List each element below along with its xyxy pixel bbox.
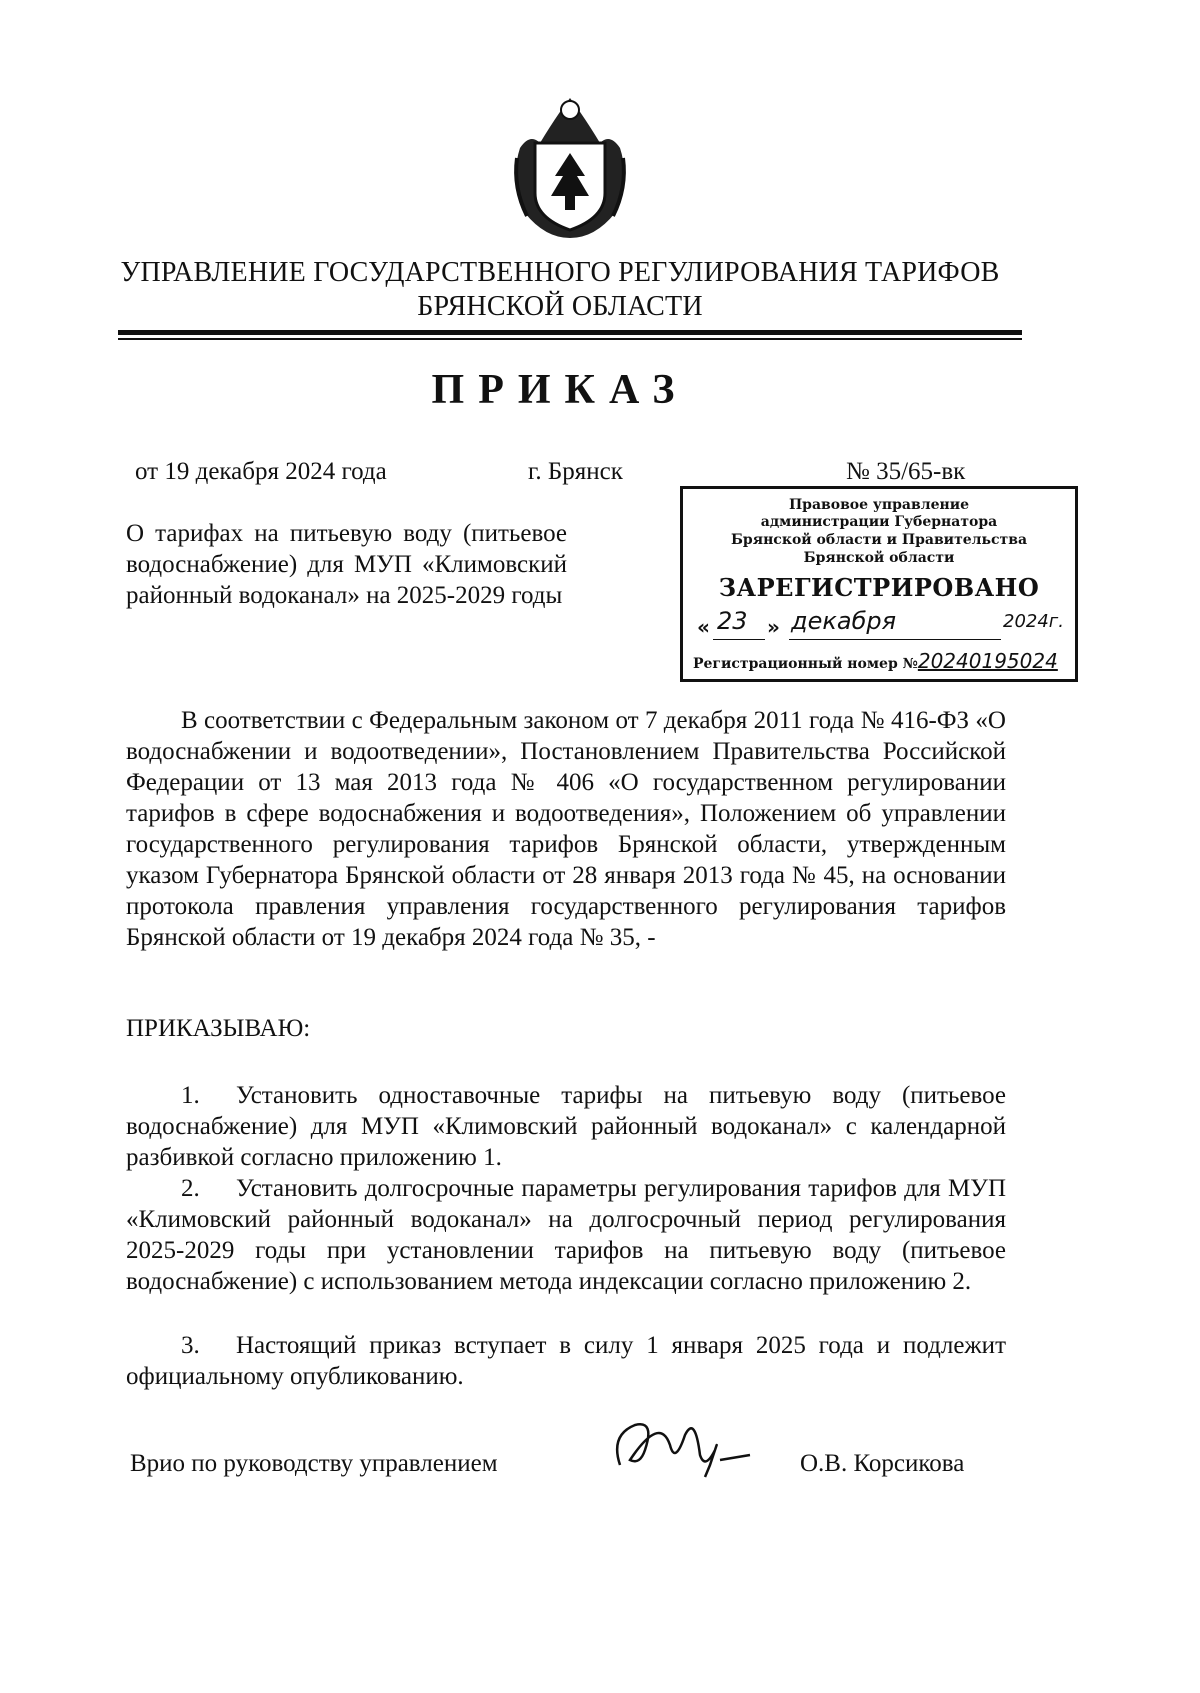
document-city: г. Брянск [528, 458, 623, 485]
preamble-paragraph: В соответствии с Федеральным законом от 7 декабря 2011 года № 416-ФЗ «О водоснабжении и водоотведении», Постановлением Правительства Российской Федерации от 13 мая 2013 года № 406 «О государственном регулировании тарифов в сфере водоснабжения и водоотведения», Положением об управлении государственного регулирования тарифов Брянской области, утвержденным указом Губернатора Брянской области от 28 января 2013 года № 45, на основании протокола правления управления государственного регулирования тарифов Брянской области от 19 декабря 2024 года № 35, - [126, 707, 1006, 951]
stamp-month-underline [789, 639, 1001, 640]
signatory-position: Врио по руководству управлением [130, 1450, 498, 1477]
stamp-line-4: Брянской области [803, 550, 955, 566]
header-divider-thick [118, 330, 1022, 335]
stamp-reg-label: Регистрационный номер № [693, 656, 918, 672]
order-item [126, 1173, 1006, 1297]
document-kind-title: ПРИКАЗ [431, 367, 689, 413]
order-item-number: 2. [181, 1175, 200, 1202]
handwritten-signature-icon [600, 1405, 760, 1485]
stamp-quote-open: « [697, 615, 710, 639]
order-word: ПРИКАЗЫВАЮ: [126, 1015, 311, 1042]
stamp-status: ЗАРЕГИСТРИРОВАНО [718, 573, 1040, 602]
order-item-number: 3. [181, 1332, 200, 1359]
stamp-day: 23 [717, 607, 748, 635]
registration-stamp [680, 486, 1078, 682]
stamp-line-1: Правовое управление [788, 497, 970, 513]
stamp-month: декабря [791, 607, 897, 635]
stamp-day-underline [713, 639, 765, 640]
order-item [126, 1330, 1006, 1392]
stamp-line-2: администрации Губернатора [760, 514, 998, 530]
organization-title-line-2: БРЯНСКОЙ ОБЛАСТИ [417, 291, 703, 322]
order-item-text: Установить долгосрочные параметры регулирования тарифов для МУП «Климовский районный водоканал» на долгосрочный период регулирования 2025-2029 годы при установлении тарифов на питьевую воду (питьевое водоснабжение) с использованием метода индексации согласно приложению 2. [126, 1175, 1006, 1295]
header-divider-thin [118, 338, 1022, 340]
document-date: от 19 декабря 2024 года [135, 458, 387, 485]
order-item-text: Настоящий приказ вступает в силу 1 января 2025 года и подлежит официальному опубликованию. [126, 1332, 1006, 1390]
signatory-name: О.В. Корсикова [800, 1450, 965, 1477]
order-item-text: Установить одноставочные тарифы на питьевую воду (питьевое водоснабжение) для МУП «Климовский районный водоканал» с календарной разбивкой согласно приложению 1. [126, 1082, 1006, 1171]
stamp-year: 2024г. [1003, 611, 1064, 632]
stamp-date-line [691, 607, 1067, 643]
order-item-number: 1. [181, 1082, 200, 1109]
coat-of-arms-icon [505, 88, 635, 240]
stamp-quote-close: » [767, 615, 780, 639]
order-item [126, 1080, 1006, 1173]
stamp-line-3: Брянской области и Правительства [730, 532, 1028, 548]
stamp-registration-number [693, 649, 1069, 673]
organization-title-line-1: УПРАВЛЕНИЕ ГОСУДАРСТВЕННОГО РЕГУЛИРОВАНИЯ ТАРИФОВ [120, 257, 1000, 288]
document-subject: О тарифах на питьевую воду (питьевое водоснабжение) для МУП «Климовский районный водоканал» на 2025-2029 годы [126, 520, 567, 609]
stamp-reg-value: 20240195024 [917, 649, 1058, 673]
document-number: № 35/65-вк [846, 458, 966, 485]
